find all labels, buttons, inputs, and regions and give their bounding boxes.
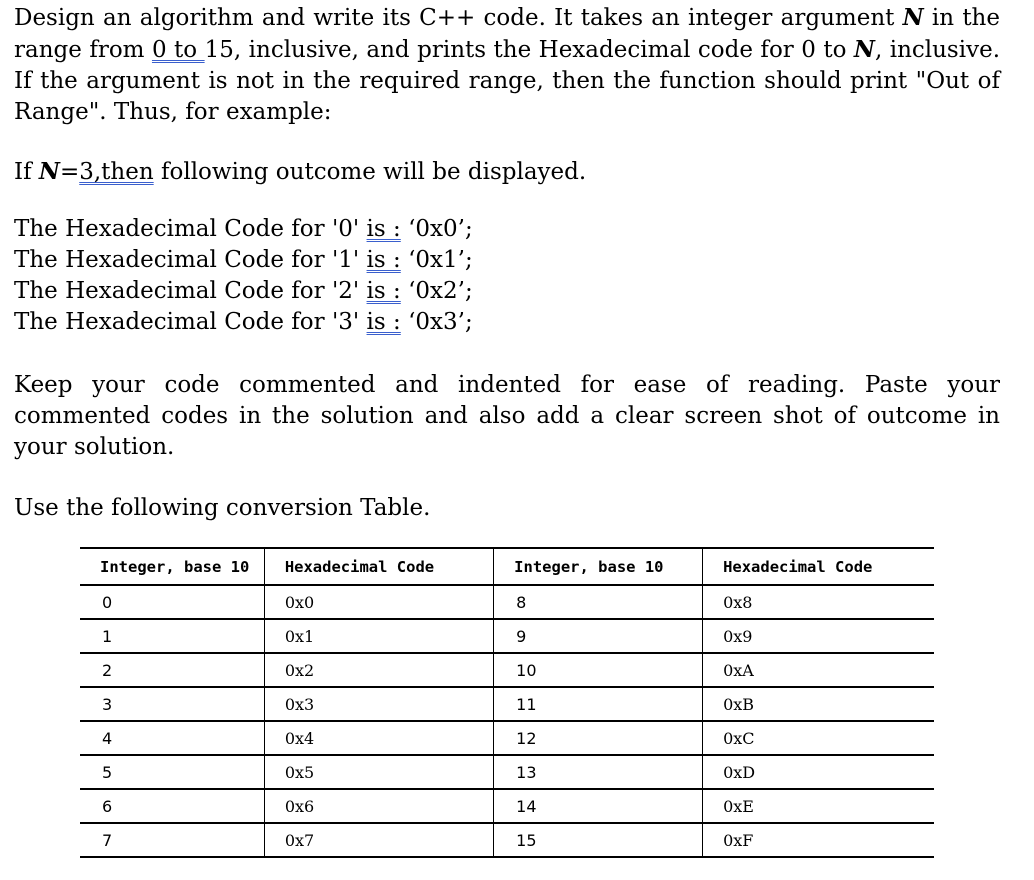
text-run: The Hexadecimal Code for '2' [14,278,367,304]
hex-cell: 0xE [703,789,934,823]
table-row [80,585,934,619]
text-run: ‘0x0’; [400,216,473,242]
integer-cell: 2 [80,653,264,687]
problem-statement [14,2,1000,128]
hex-cell: 0x1 [264,619,493,653]
text-run: ‘0x1’; [400,247,473,273]
variable-n: N [38,158,60,185]
hex-cell: 0x9 [703,619,934,653]
text-run: The Hexadecimal Code for '3' [14,309,367,335]
text-run: The Hexadecimal Code for '1' [14,247,367,273]
integer-cell: 1 [80,619,264,653]
hex-cell: 0x3 [264,687,493,721]
integer-cell: 4 [80,721,264,755]
example-intro [14,156,1000,188]
integer-cell: 5 [80,755,264,789]
example-output [14,214,1000,338]
text-run: ‘0x3’; [400,309,473,335]
text-run: 15, inclusive, and prints the Hexadecimal code for 0 to [204,37,854,63]
integer-cell: 8 [494,585,703,619]
table-intro: Use the following conversion Table. [14,495,431,521]
conversion-table-wrapper [80,547,934,858]
table-row [80,789,934,823]
example-line [14,307,1000,338]
example-line [14,214,1000,245]
table-header-row [80,548,934,585]
text-run: in the range from [14,5,1000,63]
hex-cell: 0x0 [264,585,493,619]
document-body [14,2,1000,524]
table-row [80,721,934,755]
table-row [80,653,934,687]
integer-cell: 15 [494,823,703,857]
integer-cell: 7 [80,823,264,857]
table-row [80,687,934,721]
spellcheck-underline: is : [366,216,401,242]
header-integer-base10: Integer, base 10 [494,548,703,585]
integer-cell: 6 [80,789,264,823]
integer-cell: 12 [494,721,703,755]
hex-cell: 0xB [703,687,934,721]
integer-cell: 11 [494,687,703,721]
conversion-table [80,547,934,858]
variable-n: N [902,4,924,31]
table-row [80,619,934,653]
header-hex-code: Hexadecimal Code [703,548,934,585]
text-run: = [59,159,80,185]
hex-cell: 0x7 [264,823,493,857]
hex-cell: 0x4 [264,721,493,755]
example-line [14,276,1000,307]
integer-cell: 10 [494,653,703,687]
hex-cell: 0x2 [264,653,493,687]
spellcheck-underline: is : [366,278,401,304]
hex-cell: 0x6 [264,789,493,823]
hex-cell: 0xA [703,653,934,687]
integer-cell: 14 [494,789,703,823]
header-hex-code: Hexadecimal Code [264,548,493,585]
hex-cell: 0x8 [703,585,934,619]
spellcheck-underline: is : [366,309,401,335]
hex-cell: 0x5 [264,755,493,789]
spellcheck-underline: is : [366,247,401,273]
integer-cell: 0 [80,585,264,619]
table-row [80,755,934,789]
instructions-paragraph: Keep your code commented and indented for ease of reading. Paste your commented codes in the solution and also add a clear screen shot of outcome in your solution. [14,372,1000,460]
integer-cell: 13 [494,755,703,789]
text-run: Design an algorithm and write its C++ code. It takes an integer argument [14,5,903,31]
hex-cell: 0xF [703,823,934,857]
integer-cell: 9 [494,619,703,653]
text-run: The Hexadecimal Code for '0' [14,216,367,242]
integer-cell: 3 [80,687,264,721]
hex-cell: 0xD [703,755,934,789]
text-run: , inclusive. If the argument is not in the required range, then the function should print "Out of Range". Thus, for example: [14,37,1001,125]
variable-n: N [853,36,875,63]
text-run: following outcome will be displayed. [153,159,587,185]
table-row [80,823,934,857]
text-run: If [14,159,39,185]
hex-cell: 0xC [703,721,934,755]
text-run: ‘0x2’; [400,278,473,304]
spellcheck-underline: 3,then [79,159,154,185]
example-line [14,245,1000,276]
spellcheck-underline: 0 to [151,37,205,63]
header-integer-base10: Integer, base 10 [80,548,264,585]
